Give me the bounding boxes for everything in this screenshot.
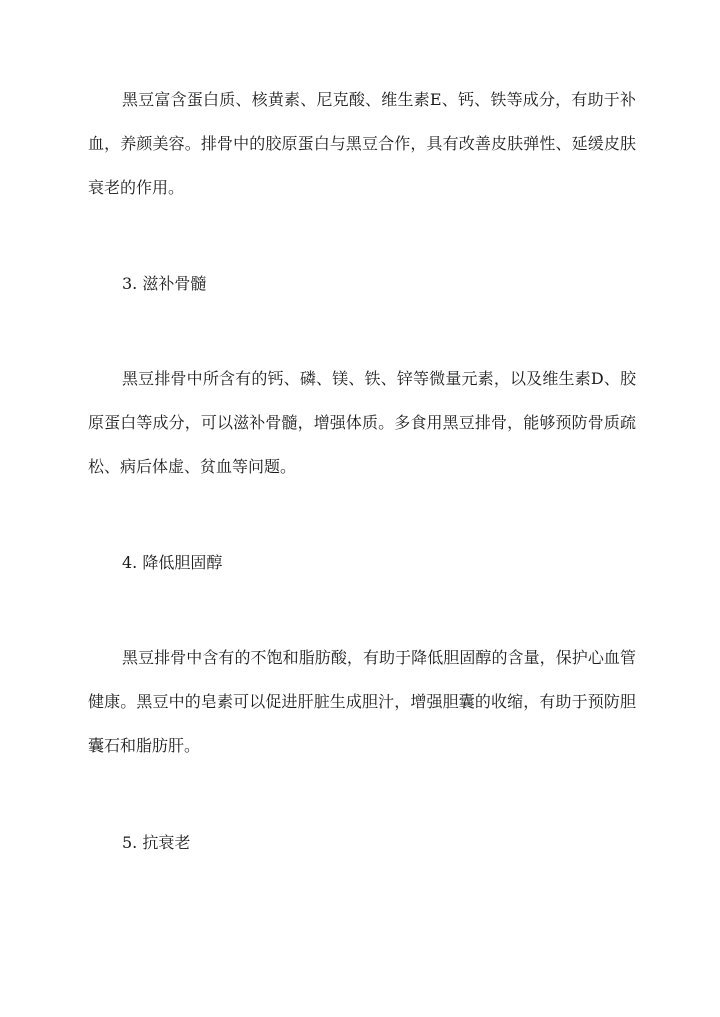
section-heading-anti-aging: 5. 抗衰老 (122, 833, 191, 852)
paragraph-bone-marrow: 黑豆排骨中所含有的钙、磷、镁、铁、锌等微量元素，以及维生素D、胶原蛋白等成分，可以滋补骨髓，增强体质。多食用黑豆排骨，能够预防骨质疏松、病后体虚、贫血等问题。 (88, 369, 636, 476)
section-heading-bone-marrow: 3. 滋补骨髓 (122, 274, 207, 293)
paragraph-cholesterol: 黑豆排骨中含有的不饱和脂肪酸，有助于降低胆固醇的含量，保护心血管健康。黑豆中的皂素可以促进肝脏生成胆汁，增强胆囊的收缩，有助于预防胆囊石和脂肪肝。 (88, 648, 636, 755)
paragraph-beauty: 黑豆富含蛋白质、核黄素、尼克酸、维生素E、钙、铁等成分，有助于补血，养颜美容。排骨中的胶原蛋白与黑豆合作，具有改善皮肤弹性、延缓皮肤衰老的作用。 (88, 90, 636, 197)
section-heading-cholesterol: 4. 降低胆固醇 (122, 553, 223, 572)
